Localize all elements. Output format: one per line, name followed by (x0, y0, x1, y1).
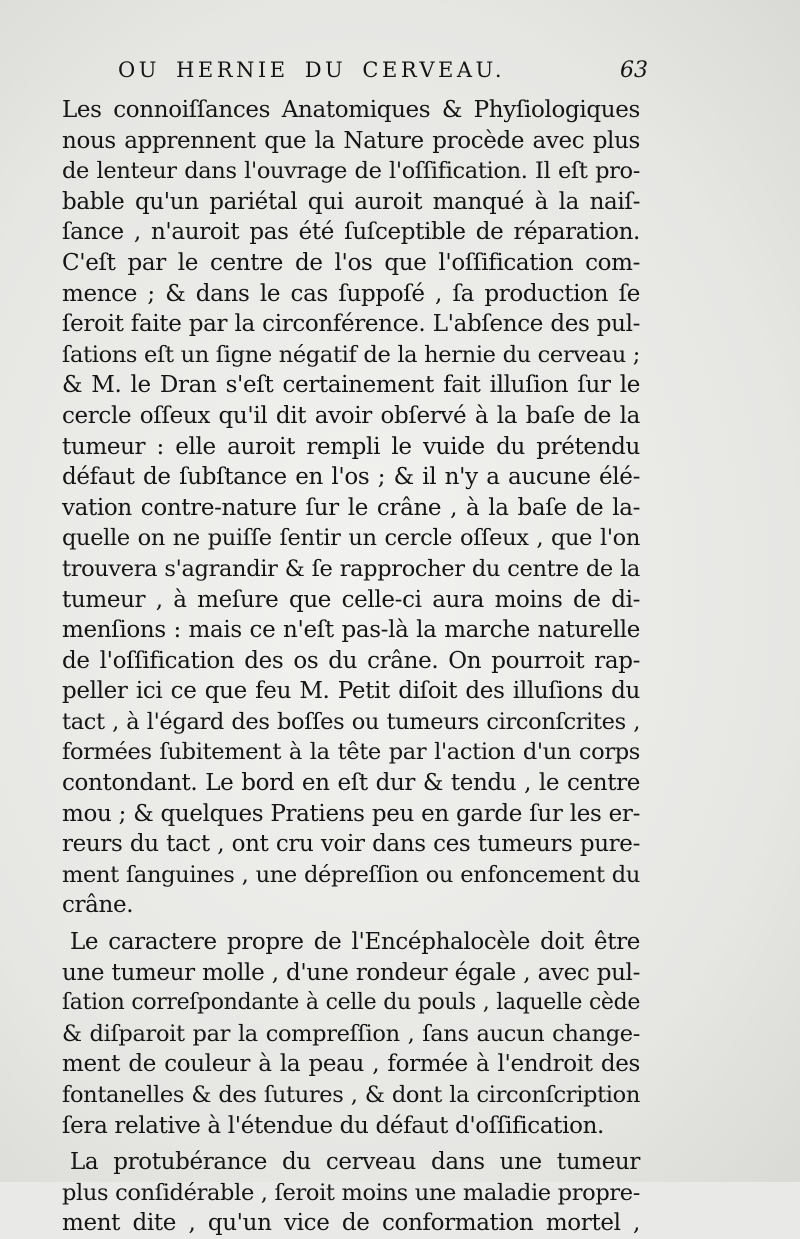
text-line: défaut de ſubſtance en l'os ; & il n'y a aucune élé- (62, 464, 640, 491)
body-text (62, 95, 640, 1239)
text-line: formées ſubitement à la tête par l'action d'un corps (62, 739, 640, 766)
text-line: ſera relative à l'étendue du défaut d'oſſification. (62, 1112, 605, 1139)
text-line: mence ; & dans le cas ſuppoſé , ſa production ſe (62, 280, 640, 307)
text-line: ment dite , qu'un vice de conformation mortel , (62, 1210, 640, 1237)
text-line: cercle oſſeux qu'il dit avoir obſervé à la baſe de la (62, 402, 640, 429)
text-line: La protubérance du cerveau dans une tumeur (70, 1149, 640, 1176)
text-line: C'eſt par le centre de l'os que l'oſſification com- (62, 249, 640, 276)
running-head: OU HERNIE DU CERVEAU. (118, 58, 505, 82)
text-line: fontanelles & des ſutures , & dont la circonſcription (62, 1082, 640, 1108)
text-line: menſions : mais ce n'eſt pas-là la marche naturelle (62, 617, 640, 644)
text-line: Le caractere propre de l'Encéphalocèle doit être (70, 929, 640, 956)
text-line: Les connoiſſances Anatomiques & Phyſiologiques (62, 97, 640, 123)
text-line: ment de couleur à la peau , formée à l'endroit des (62, 1051, 640, 1078)
text-line: bable qu'un pariétal qui auroit manqué à la naiſ- (62, 188, 640, 215)
text-line: quelle on ne puiſſe ſentir un cercle oſſeux , que l'on (62, 525, 640, 552)
text-line: de lenteur dans l'ouvrage de l'oſſification. Il eſt pro- (62, 158, 640, 185)
text-line: de l'oſſification des os du crâne. On pourroit rap- (62, 647, 640, 674)
text-line: ſation correſpondante à celle du pouls , laquelle cède (62, 990, 640, 1016)
text-line: trouvera s'agrandir & ſe rapprocher du centre de la (62, 555, 640, 582)
text-line: tumeur : elle auroit rempli le vuide du prétendu (62, 433, 640, 460)
text-line: & M. le Dran s'eſt certainement fait illuſion ſur le (62, 372, 640, 399)
page-header (118, 58, 648, 92)
text-line: ſeroit faite par la circonférence. L'abſence des pul- (62, 311, 640, 338)
text-line: peller ici ce que feu M. Petit diſoit des illuſions du (62, 678, 640, 705)
text-line: ſations eſt un ſigne négatif de la hernie du cerveau ; (62, 341, 640, 368)
page-number: 63 (620, 58, 648, 83)
text-line: une tumeur molle , d'une rondeur égale , avec pul- (62, 959, 640, 986)
text-line: vation contre-nature ſur le crâne , à la baſe de la- (62, 494, 640, 521)
text-line: reurs du tact , ont cru voir dans ces tumeurs pure- (62, 831, 640, 858)
text-line: tact , à l'égard des boſſes ou tumeurs circonſcrites , (62, 708, 640, 735)
text-line: tumeur , à meſure que celle-ci aura moins de di- (62, 586, 640, 613)
text-line: contondant. Le bord en eſt dur & tendu , le centre (62, 770, 640, 797)
text-line: nous apprennent que la Nature procède avec plus (62, 127, 640, 154)
text-line: crâne. (62, 892, 134, 919)
text-line: ment ſanguines , une dépreſſion ou enfoncement du (62, 861, 640, 888)
text-line: ſance , n'auroit pas été ſuſceptible de réparation. (62, 219, 640, 246)
text-line: mou ; & quelques Pratiens peu en garde ſur les er- (62, 800, 640, 827)
text-line: plus conſidérable , ſeroit moins une maladie propre- (62, 1179, 640, 1206)
text-line: & diſparoit par la compreſſion , ſans aucun change- (62, 1020, 640, 1047)
